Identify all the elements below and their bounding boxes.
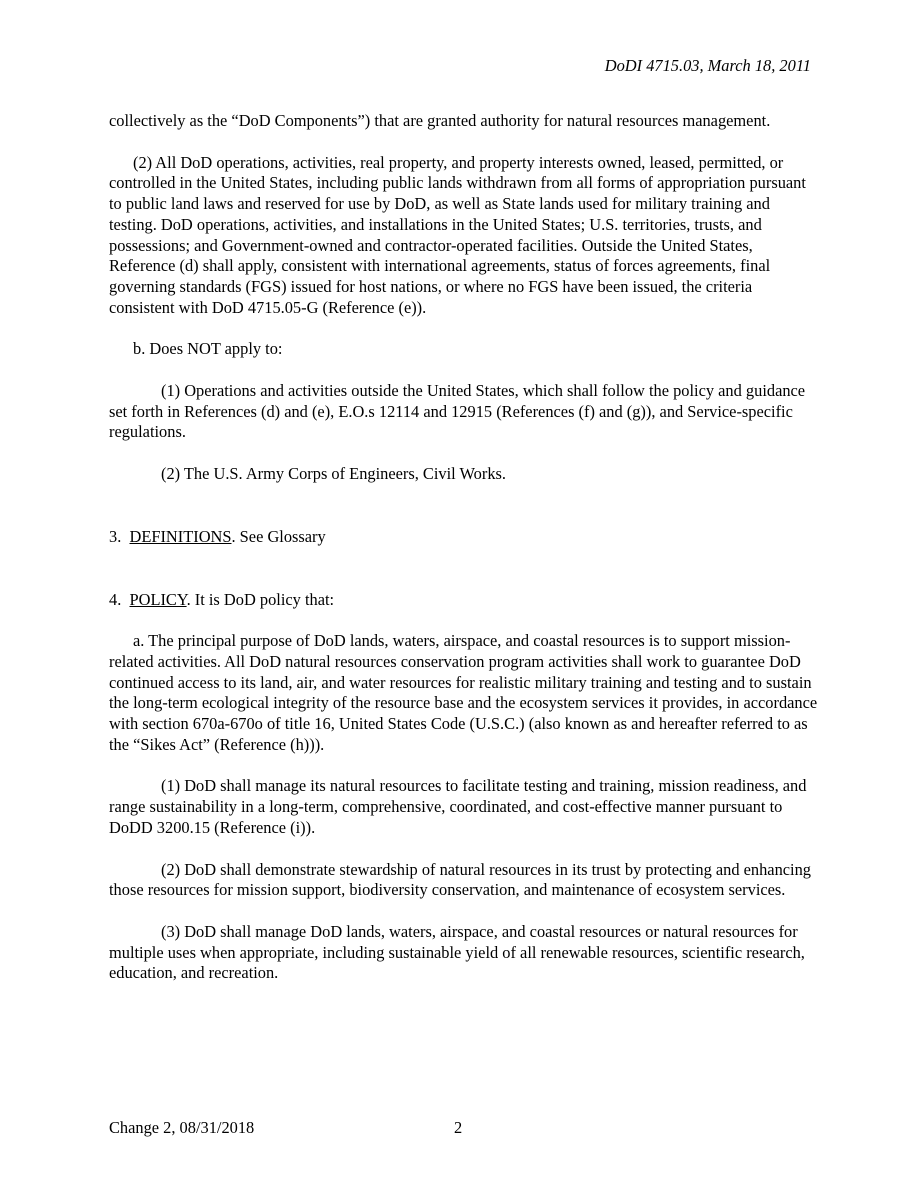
section-number: 3. <box>109 526 122 546</box>
section-policy <box>109 590 819 611</box>
section-definitions <box>109 527 819 548</box>
section-text: . See Glossary <box>231 526 326 546</box>
paragraph-policy-a-1: (1) DoD shall manage its natural resources to facilitate testing and training, mission readiness, and range sustainability in a long-term, comprehensive, coordinated, and cost-effective manner pursuant to DoDD 3200.15 (Reference (i)). <box>109 776 807 837</box>
footer-change-notice: Change 2, 08/31/2018 <box>109 1118 255 1137</box>
document-body <box>109 111 819 984</box>
paragraph-not-apply-1: (1) Operations and activities outside the United States, which shall follow the policy and guidance set forth in References (d) and (e), E.O.s 12114 and 12915 (References (f) and (g)), and Service-specific regulations. <box>109 381 806 442</box>
section-text: . It is DoD policy that: <box>186 589 335 609</box>
paragraph-policy-a-2: (2) DoD shall demonstrate stewardship of natural resources in its trust by protecting and enhancing those resources for mission support, biodiversity conservation, and maintenance of ecosystem services. <box>109 859 811 900</box>
paragraph-policy-a: a. The principal purpose of DoD lands, waters, airspace, and coastal resources is to support mission-related activities. All DoD natural resources conservation program activities shall work to guarantee DoD continued access to its land, air, and water resources for realistic military training and testing and to sustain the long-term ecological integrity of the resource base and the ecosystem services it provides, in accordance with section 670a-670o of title 16, United States Code (U.S.C.) (also known as and hereafter referred to as the “Sikes Act” (Reference (h))). <box>109 631 818 754</box>
section-heading-definitions: DEFINITIONS <box>129 526 232 546</box>
footer-page-number: 2 <box>454 1118 463 1137</box>
running-header: DoDI 4715.03, March 18, 2011 <box>604 56 811 75</box>
paragraph-applicability-2: (2) All DoD operations, activities, real property, and property interests owned, leased, permitted, or controlled in the United States, including public lands withdrawn from all forms of appropriation pursuant to public land laws and reserved for use by DoD, as well as State lands used for military training and testing. DoD operations, activities, and installations in the United States; U.S. territories, trusts, and possessions; and Government-owned and contractor-operated facilities. Outside the United States, Reference (d) shall apply, consistent with international agreements, status of forces agreements, final governing standards (FGS) issued for host nations, or where no FGS have been issued, the criteria consistent with DoD 4715.05-G (Reference (e)). <box>109 152 806 317</box>
paragraph-continuation: collectively as the “DoD Components”) that are granted authority for natural resources management. <box>109 111 771 130</box>
paragraph-does-not-apply: b. Does NOT apply to: <box>133 339 283 359</box>
section-number: 4. <box>109 589 122 609</box>
paragraph-policy-a-3: (3) DoD shall manage DoD lands, waters, airspace, and coastal resources or natural resources for multiple uses when appropriate, including sustainable yield of all renewable resources, scientific research, education, and recreation. <box>109 921 805 983</box>
section-heading-policy: POLICY <box>129 589 187 609</box>
paragraph-not-apply-2: (2) The U.S. Army Corps of Engineers, Civil Works. <box>161 464 506 484</box>
